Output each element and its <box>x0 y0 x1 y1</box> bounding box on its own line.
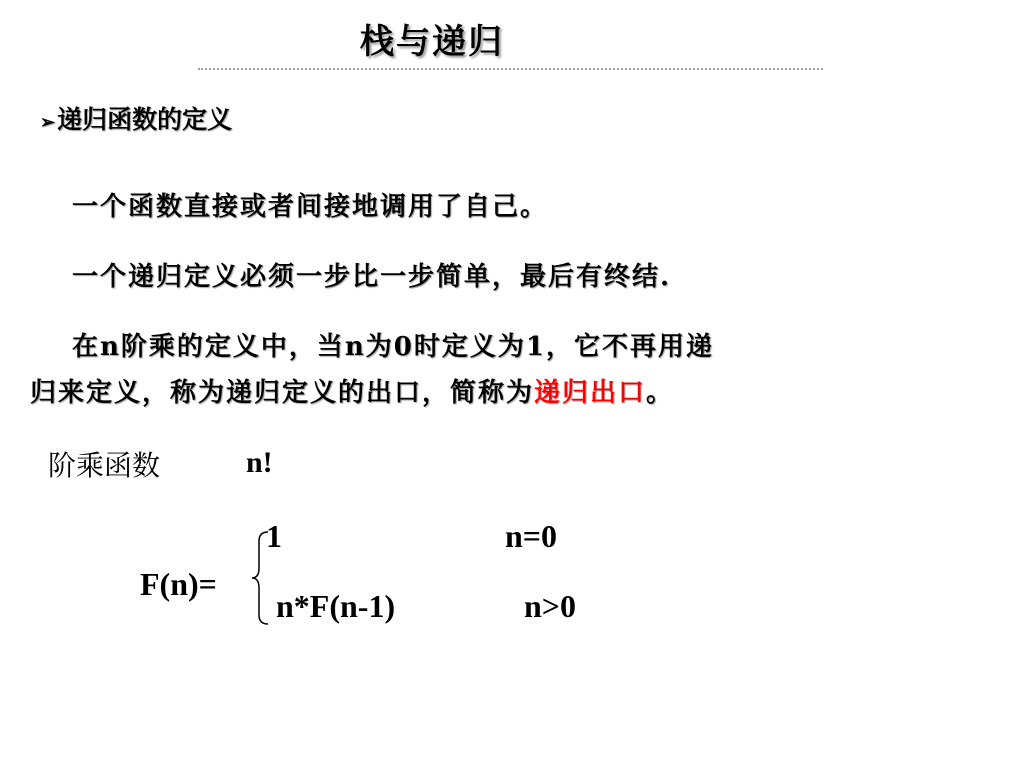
case-2-condition: n>0 <box>524 588 577 624</box>
paragraph-3-line-2 <box>30 372 674 409</box>
recursion-exit-highlight: 递归出口 <box>534 378 647 408</box>
case-1-value: 1 <box>266 518 282 554</box>
bullet-heading-text: 递归函数的定义 <box>57 105 233 134</box>
paragraph-1: 一个函数直接或者间接地调用了自己。 <box>72 192 549 222</box>
paragraph-3-line-2-suffix: 。 <box>646 378 675 408</box>
formula-lhs: F(n)= <box>140 566 217 602</box>
slide-title: 栈与递归 <box>360 22 504 62</box>
title-divider <box>198 68 823 70</box>
factorial-symbol: n! <box>246 446 273 479</box>
case-2-value: n*F(n-1) <box>276 588 396 624</box>
case-1-condition: n=0 <box>505 518 558 554</box>
paragraph-3-line-2-text: 归来定义，称为递归定义的出口，简称为 <box>30 378 535 408</box>
bullet-heading <box>40 100 232 136</box>
paragraph-2: 一个递归定义必须一步比一步简单，最后有终结. <box>72 262 672 292</box>
paragraph-3-line-1: 在n阶乘的定义中，当n为0时定义为1，它不再用递 <box>72 332 714 362</box>
factorial-label: 阶乘函数 <box>48 449 161 482</box>
arrow-bullet-icon: ➢ <box>40 112 56 133</box>
